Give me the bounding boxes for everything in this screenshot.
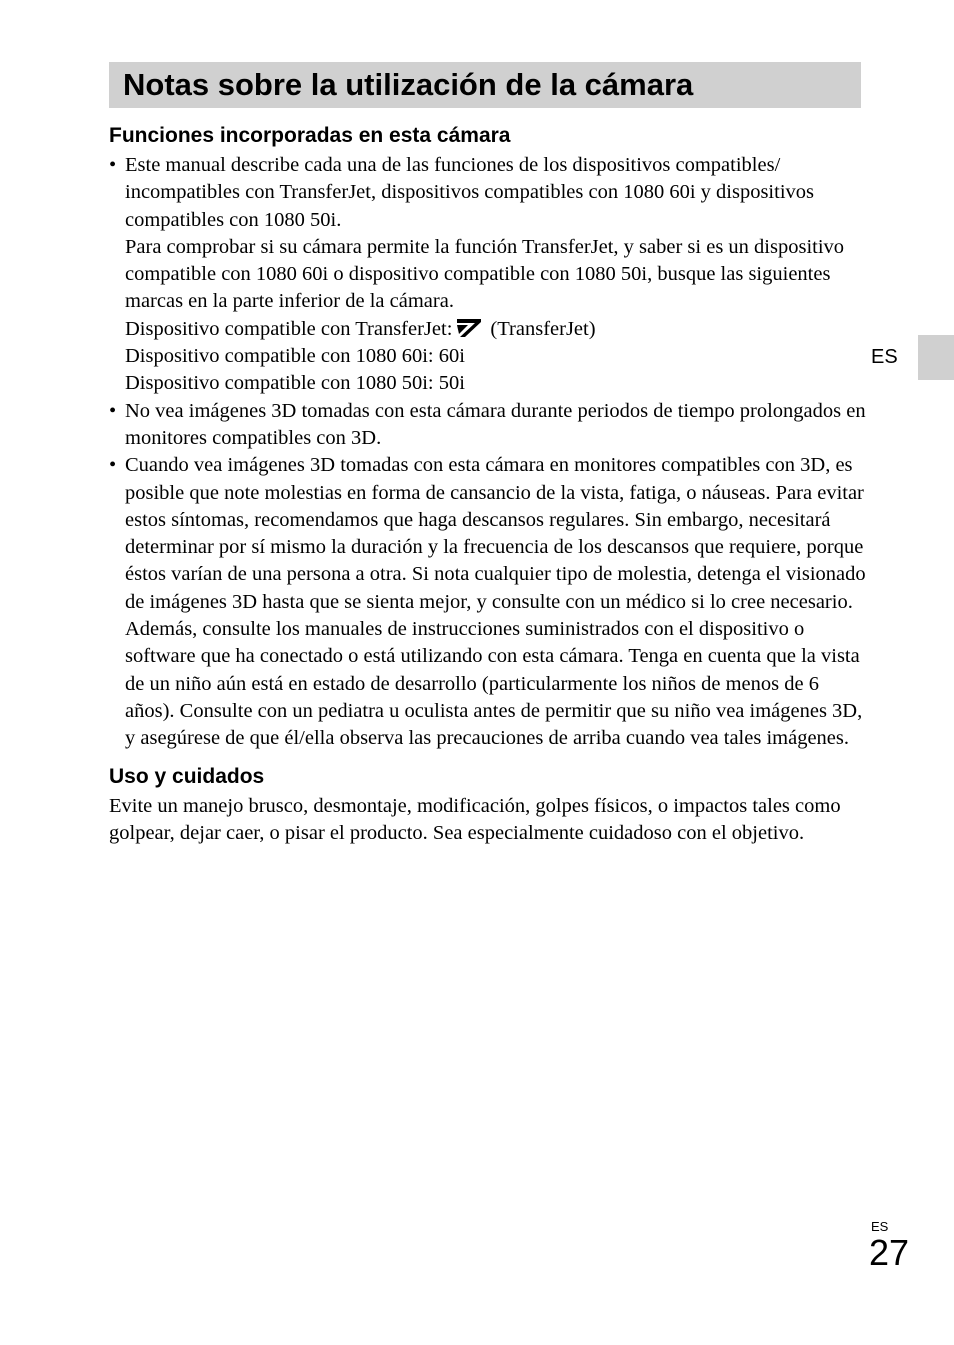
list-item: [109, 452, 869, 752]
bullet-text: No vea imágenes 3D tomadas con esta cámara durante periodos de tiempo prolongados en monitores compatibles con 3D.: [125, 399, 866, 449]
body-paragraph: Evite un manejo brusco, desmontaje, modificación, golpes físicos, o impactos tales como golpear, dejar caer, o pisar el producto. Sea especialmente cuidadoso con el objetivo.: [109, 794, 841, 844]
page-content: [109, 122, 869, 847]
mark-suffix: (TransferJet): [490, 317, 596, 340]
list-item: [109, 398, 869, 453]
mark-line-60i: Dispositivo compatible con 1080 60i: 60i: [125, 345, 465, 368]
section-heading-funciones: Funciones incorporadas en esta cámara: [109, 124, 511, 147]
bullet-dot: •: [109, 454, 117, 477]
mark-line-transferjet: [125, 316, 869, 343]
list-item: [109, 152, 869, 398]
bullet-list: [109, 152, 869, 753]
section-heading-uso: Uso y cuidados: [109, 764, 265, 788]
bullet-dot: •: [109, 399, 117, 422]
bullet-dot: •: [109, 154, 117, 176]
bullet-text-continued: Para comprobar si su cámara permite la función TransferJet, y saber si es un dispositivo compatible con 1080 60i o dispositivo compatible con 1080 50i, busque las siguientes marcas en la parte inferior de la cámara.: [125, 235, 845, 313]
mark-label: Dispositivo compatible con TransferJet:: [125, 317, 453, 340]
page-number-lang: ES: [871, 1219, 889, 1234]
mark-line-50i: Dispositivo compatible con 1080 50i: 50i: [125, 372, 465, 395]
bullet-text: Este manual describe cada una de las funciones de los dispositivos compatibles/ incompatibles con TransferJet, dispositivos compatibles con 1080 60i y dispositivos compatibles con 1080 50i.: [125, 154, 814, 231]
title-bar: [109, 62, 861, 108]
transferjet-icon: [456, 318, 482, 338]
page-number: 27: [869, 1232, 910, 1273]
language-label: ES: [871, 346, 898, 368]
page-title: Notas sobre la utilización de la cámara: [123, 67, 694, 102]
language-tab: [918, 335, 954, 380]
bullet-text: Cuando vea imágenes 3D tomadas con esta cámara en monitores compatibles con 3D, es posible que note molestias en forma de cansancio de la vista, fatiga, o náuseas. Para evitar estos síntomas, recomendamos que haga descansos regulares. Sin embargo, necesitará determinar por sí mismo la duración y la frecuencia de los descansos que requiere, porque éstos varían de una persona a otra. Si nota cualquier tipo de molestia, detenga el visionado de imágenes 3D hasta que se sienta mejor, y consulte con un médico si lo cree necesario. Además, consulte los manuales de instrucciones suministrados con el dispositivo o software que ha conectado o está utilizando con esta cámara. Tenga en cuenta que la vista de un niño aún está en estado de desarrollo (particularmente los niños de menos de 6 años). Consulte con un pediatra u oculista antes de permitir que su niño vea imágenes 3D, y asegúrese de que él/ella observa las precauciones de arriba cuando vea tales imágenes.: [125, 454, 866, 750]
